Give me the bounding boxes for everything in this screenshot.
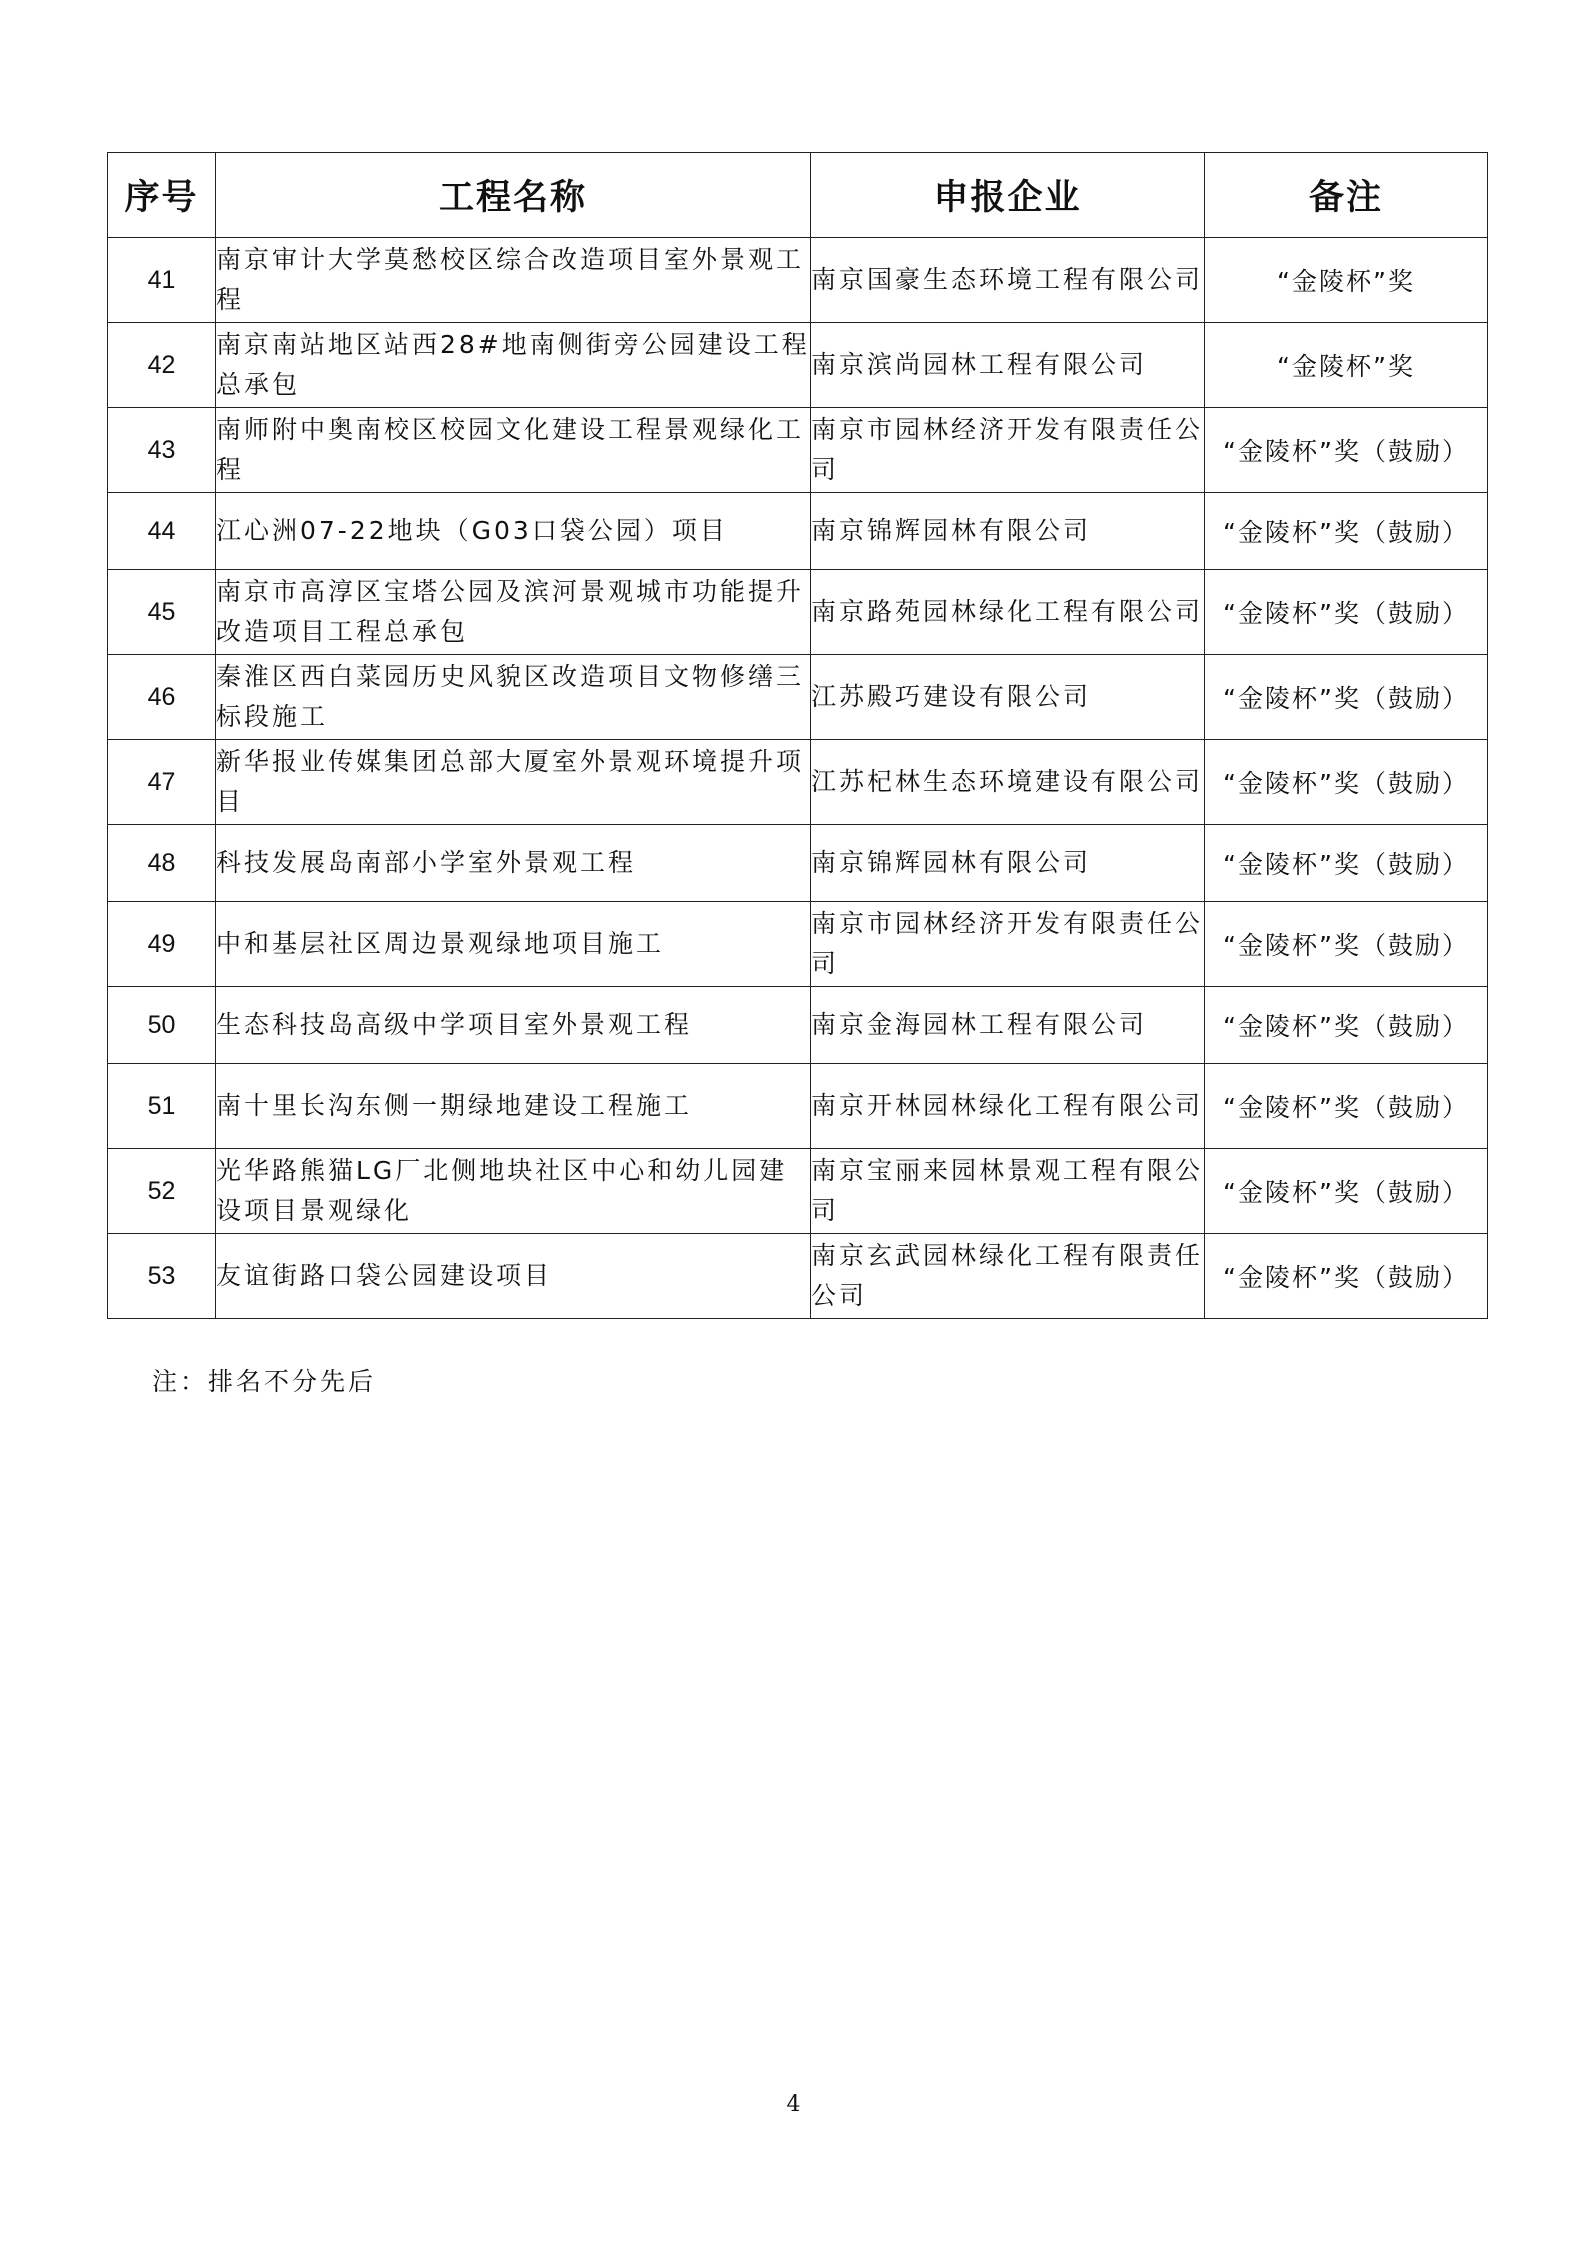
project-name-cell: 江心洲07-22地块（G03口袋公园）项目 [216,493,811,570]
project-name-cell: 科技发展岛南部小学室外景观工程 [216,825,811,902]
table-row [108,323,1488,408]
serial-number-cell: 41 [108,238,216,323]
table-row [108,493,1488,570]
remark-cell: “金陵杯”奖（鼓励） [1205,1064,1488,1149]
project-name-cell: 生态科技岛高级中学项目室外景观工程 [216,987,811,1064]
company-cell: 南京国豪生态环境工程有限公司 [811,238,1205,323]
project-name-cell: 南京审计大学莫愁校区综合改造项目室外景观工程 [216,238,811,323]
header-remarks: 备注 [1205,153,1488,238]
table-row [108,408,1488,493]
company-cell: 江苏杞林生态环境建设有限公司 [811,740,1205,825]
serial-number-cell: 51 [108,1064,216,1149]
company-cell: 南京市园林经济开发有限责任公司 [811,408,1205,493]
remark-cell: “金陵杯”奖（鼓励） [1205,740,1488,825]
serial-number-cell: 47 [108,740,216,825]
project-name-cell: 南师附中奥南校区校园文化建设工程景观绿化工程 [216,408,811,493]
remark-cell: “金陵杯”奖（鼓励） [1205,902,1488,987]
project-name-cell: 南京南站地区站西28#地南侧街旁公园建设工程总承包 [216,323,811,408]
footnote: 注：排名不分先后 [152,1367,377,1396]
serial-number-cell: 44 [108,493,216,570]
header-serial-number: 序号 [108,153,216,238]
serial-number-cell: 45 [108,570,216,655]
serial-number-cell: 52 [108,1149,216,1234]
table-row [108,570,1488,655]
company-cell: 南京路苑园林绿化工程有限公司 [811,570,1205,655]
project-name-cell: 南京市高淳区宝塔公园及滨河景观城市功能提升改造项目工程总承包 [216,570,811,655]
company-cell: 江苏殿巧建设有限公司 [811,655,1205,740]
table-row [108,1234,1488,1319]
table-row [108,740,1488,825]
company-cell: 南京玄武园林绿化工程有限责任公司 [811,1234,1205,1319]
remark-cell: “金陵杯”奖（鼓励） [1205,570,1488,655]
remark-cell: “金陵杯”奖（鼓励） [1205,1234,1488,1319]
remark-cell: “金陵杯”奖（鼓励） [1205,655,1488,740]
serial-number-cell: 42 [108,323,216,408]
serial-number-cell: 48 [108,825,216,902]
table-row [108,902,1488,987]
remark-cell: “金陵杯”奖 [1205,238,1488,323]
table-row [108,987,1488,1064]
table-row [108,1149,1488,1234]
project-name-cell: 秦淮区西白菜园历史风貌区改造项目文物修缮三标段施工 [216,655,811,740]
company-cell: 南京市园林经济开发有限责任公司 [811,902,1205,987]
remark-cell: “金陵杯”奖（鼓励） [1205,1149,1488,1234]
page-number: 4 [786,2092,801,2117]
company-cell: 南京宝丽来园林景观工程有限公司 [811,1149,1205,1234]
table-header-row [108,153,1488,238]
remark-cell: “金陵杯”奖（鼓励） [1205,987,1488,1064]
table-row [108,1064,1488,1149]
header-applicant-company: 申报企业 [811,153,1205,238]
project-name-cell: 光华路熊猫LG厂北侧地块社区中心和幼儿园建设项目景观绿化 [216,1149,811,1234]
company-cell: 南京锦辉园林有限公司 [811,825,1205,902]
table-row [108,238,1488,323]
company-cell: 南京金海园林工程有限公司 [811,987,1205,1064]
header-project-name: 工程名称 [216,153,811,238]
table-row [108,655,1488,740]
award-table [107,152,1488,1319]
company-cell: 南京滨尚园林工程有限公司 [811,323,1205,408]
project-name-cell: 中和基层社区周边景观绿地项目施工 [216,902,811,987]
company-cell: 南京锦辉园林有限公司 [811,493,1205,570]
remark-cell: “金陵杯”奖（鼓励） [1205,408,1488,493]
project-name-cell: 新华报业传媒集团总部大厦室外景观环境提升项目 [216,740,811,825]
serial-number-cell: 53 [108,1234,216,1319]
remark-cell: “金陵杯”奖 [1205,323,1488,408]
serial-number-cell: 49 [108,902,216,987]
company-cell: 南京开林园林绿化工程有限公司 [811,1064,1205,1149]
project-name-cell: 友谊街路口袋公园建设项目 [216,1234,811,1319]
serial-number-cell: 50 [108,987,216,1064]
project-name-cell: 南十里长沟东侧一期绿地建设工程施工 [216,1064,811,1149]
remark-cell: “金陵杯”奖（鼓励） [1205,825,1488,902]
remark-cell: “金陵杯”奖（鼓励） [1205,493,1488,570]
table-row [108,825,1488,902]
serial-number-cell: 43 [108,408,216,493]
serial-number-cell: 46 [108,655,216,740]
